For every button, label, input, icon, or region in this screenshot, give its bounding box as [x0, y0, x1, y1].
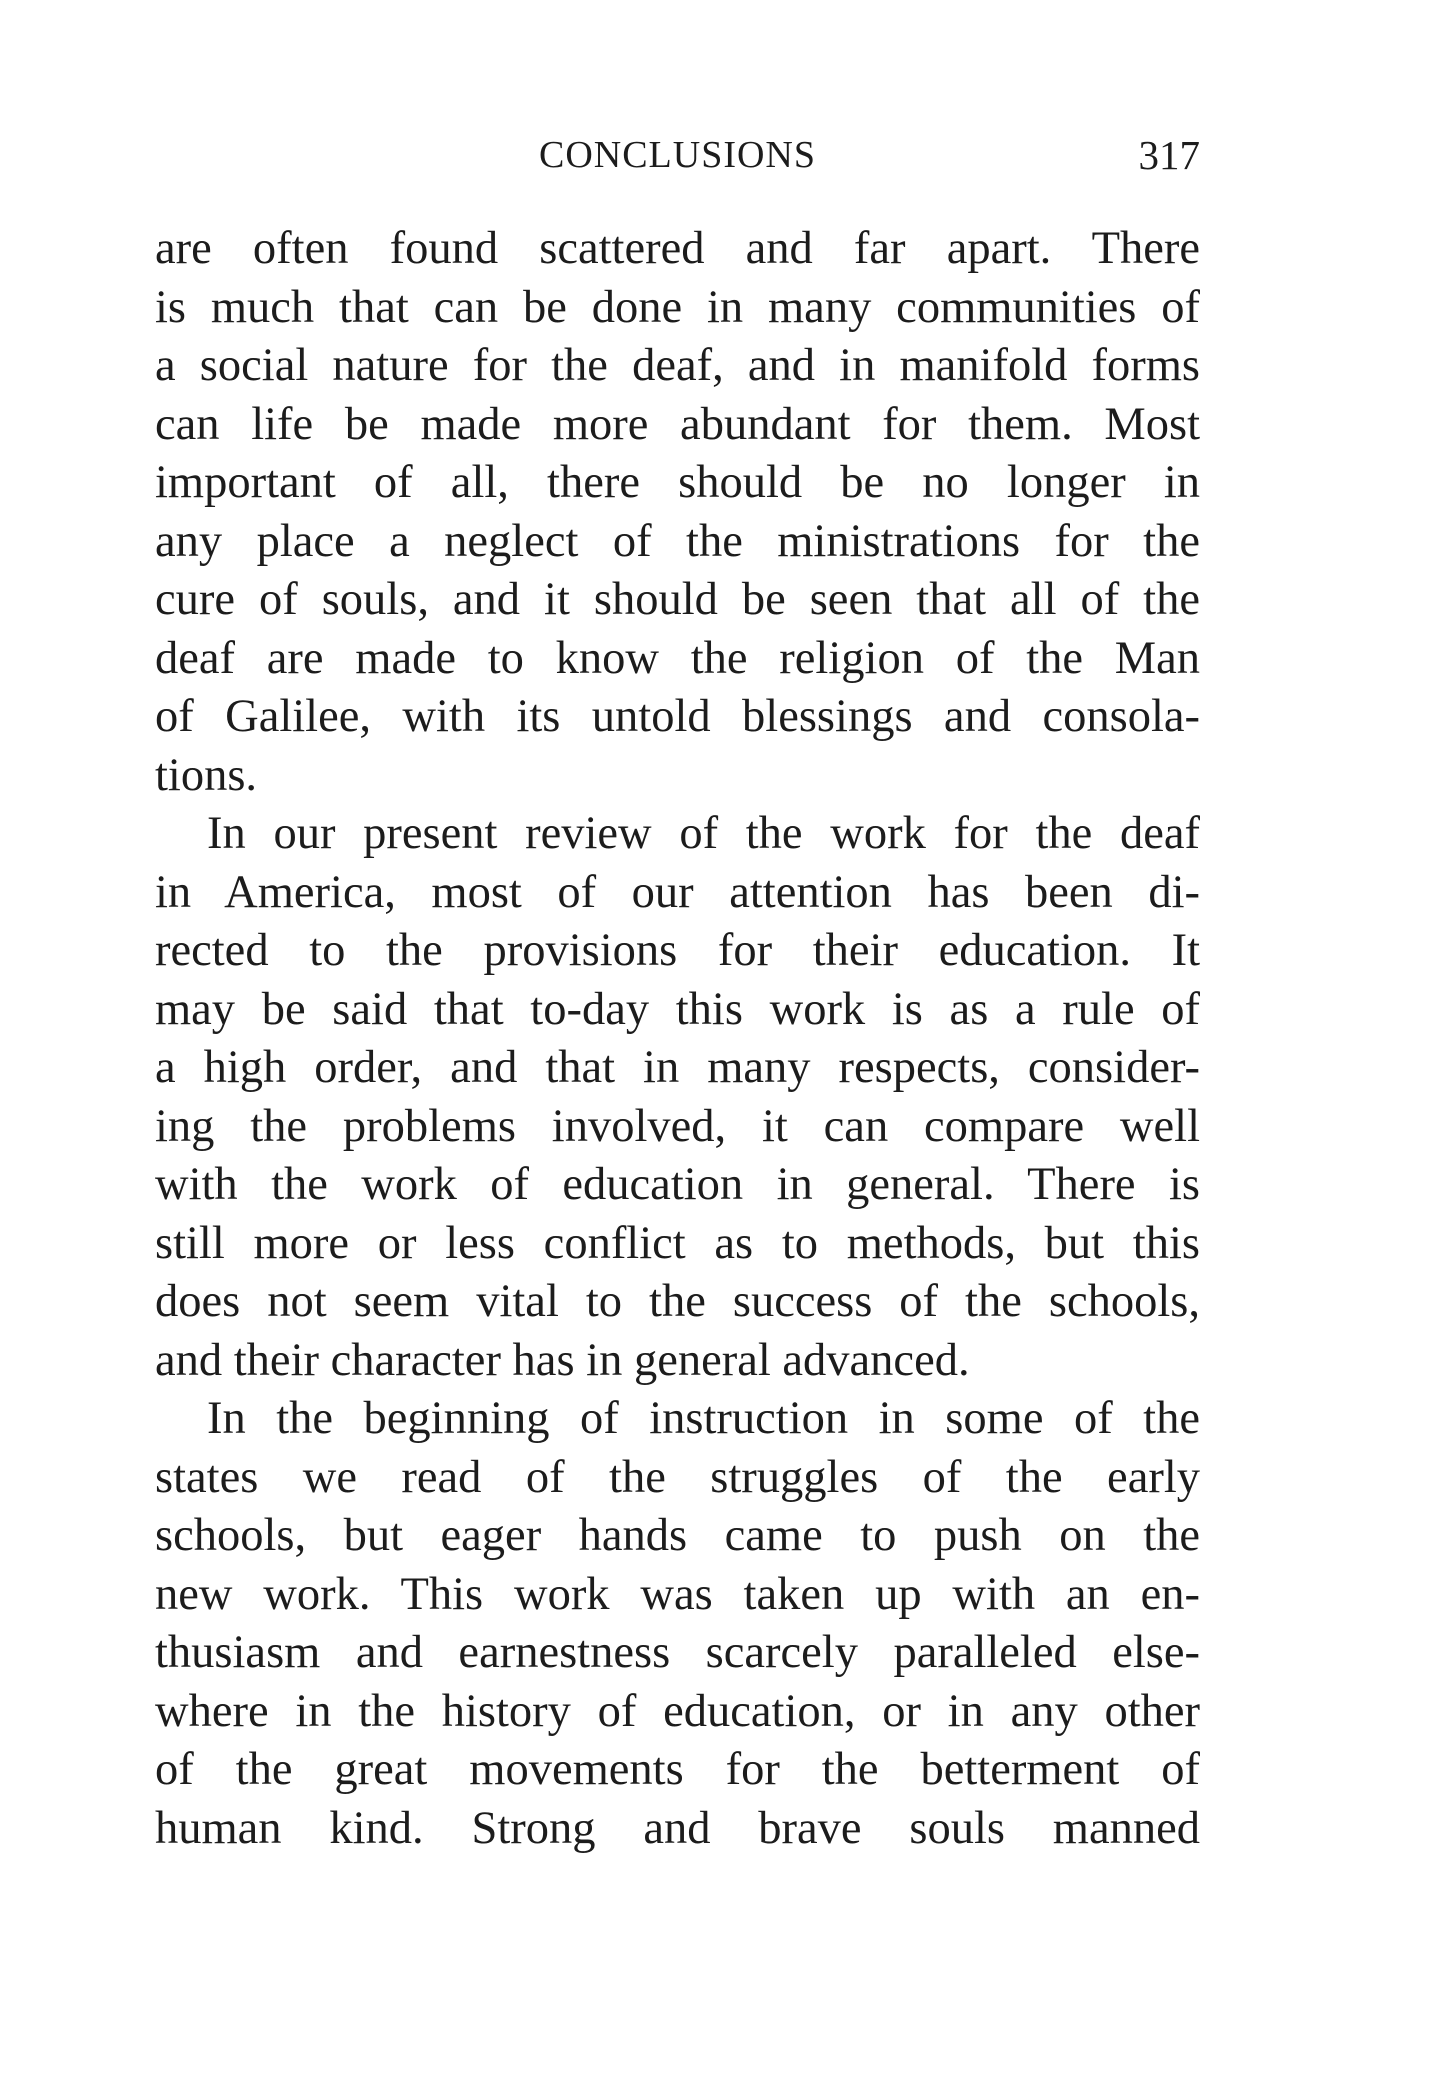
- text-line: is much that can be done in many communities of: [155, 281, 1200, 333]
- text-line: of the great movements for the betterment of: [155, 1744, 1200, 1795]
- running-title: CONCLUSIONS: [538, 134, 817, 176]
- text-line: does not seem vital to the success of the schools,: [155, 1276, 1200, 1327]
- text-line: deaf are made to know the religion of the Man: [155, 632, 1200, 684]
- text-line: cure of souls, and it should be seen that all of the: [155, 574, 1200, 625]
- text-line: human kind. Strong and brave souls manned: [155, 1802, 1200, 1854]
- paragraph-2: [155, 805, 1200, 1390]
- text-line: any place a neglect of the ministrations for the: [155, 515, 1200, 567]
- paragraph-3: [155, 1390, 1200, 1858]
- text-line: are often found scattered and far apart. There: [155, 223, 1200, 274]
- page-number: 317: [1138, 132, 1200, 178]
- text-line: states we read of the struggles of the early: [155, 1451, 1200, 1503]
- body-text: [155, 220, 1200, 1858]
- text-line: ing the problems involved, it can compare well: [155, 1100, 1200, 1152]
- text-line: schools, but eager hands came to push on the: [155, 1510, 1200, 1561]
- text-line: In our present review of the work for the deaf: [207, 808, 1200, 859]
- text-line: can life be made more abundant for them. Most: [155, 398, 1200, 450]
- text-line: a high order, and that in many respects, consider-: [155, 1042, 1200, 1093]
- text-line: and their character has in general advanced.: [155, 1334, 970, 1386]
- text-line: In the beginning of instruction in some of the: [207, 1393, 1200, 1444]
- text-line: with the work of education in general. There is: [155, 1159, 1200, 1210]
- text-line: in America, most of our attention has been di-: [155, 866, 1200, 918]
- text-line: a social nature for the deaf, and in manifold forms: [155, 340, 1200, 391]
- text-line: may be said that to-day this work is as a rule of: [155, 983, 1200, 1035]
- text-line: important of all, there should be no longer in: [155, 457, 1200, 508]
- text-line: still more or less conflict as to methods, but this: [155, 1217, 1200, 1269]
- text-line: new work. This work was taken up with an en-: [155, 1568, 1200, 1620]
- running-head: [155, 125, 1200, 185]
- text-line: tions.: [155, 749, 258, 801]
- text-line: where in the history of education, or in any other: [155, 1685, 1200, 1737]
- text-line: of Galilee, with its untold blessings and consola-: [155, 691, 1200, 742]
- paragraph-1: [155, 220, 1200, 805]
- text-line: rected to the provisions for their education. It: [155, 925, 1200, 976]
- text-line: thusiasm and earnestness scarcely paralleled else-: [155, 1627, 1200, 1678]
